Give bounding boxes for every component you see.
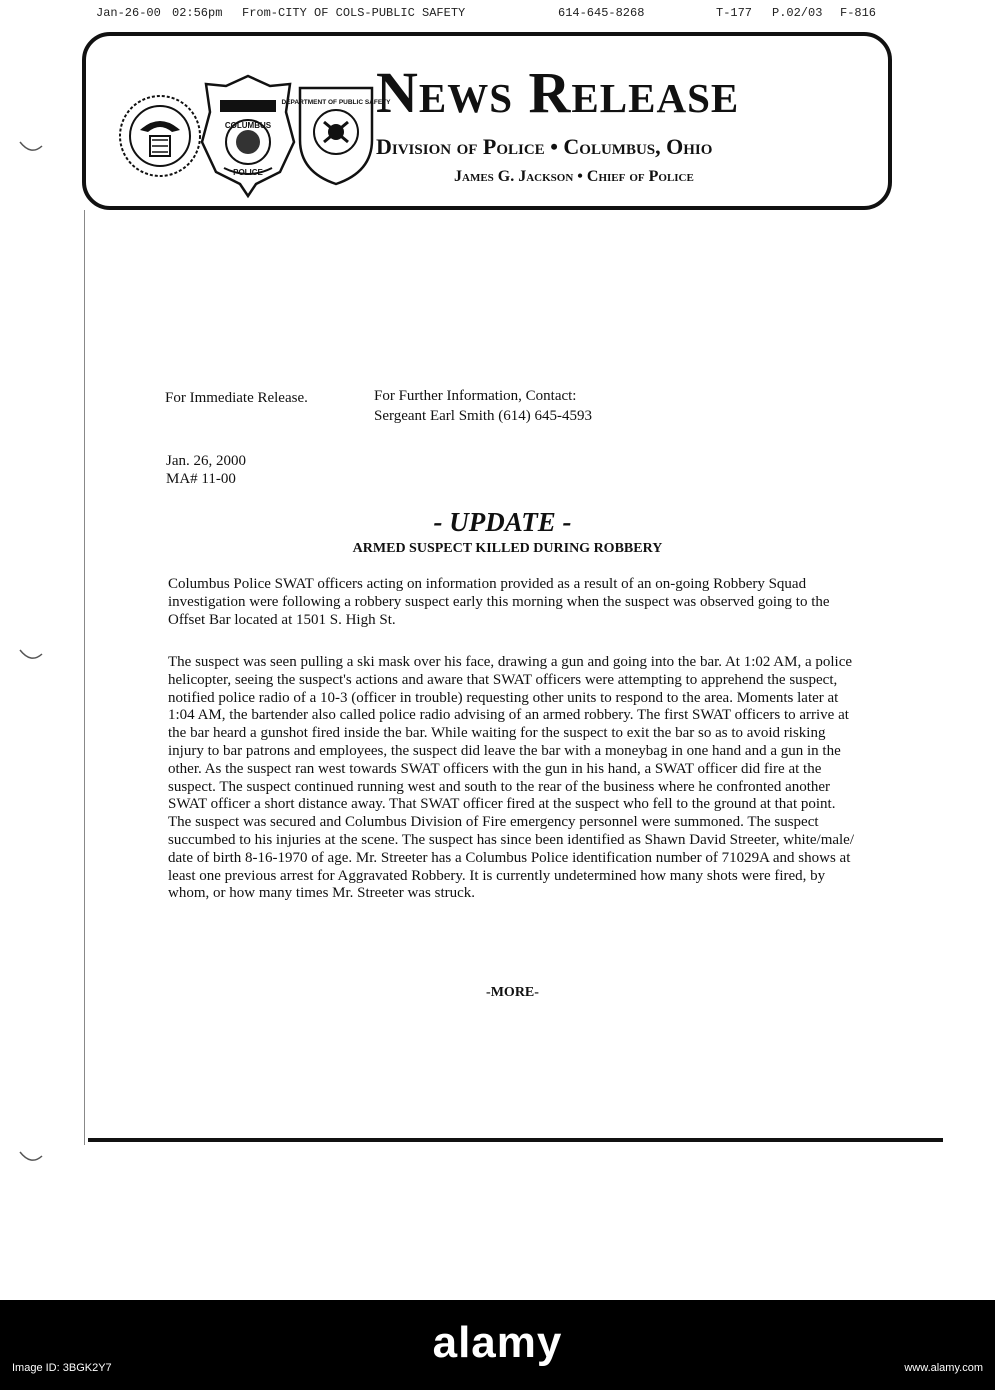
- footer-image-id: Image ID: 3BGK2Y7: [12, 1362, 112, 1374]
- update-heading: - UPDATE -: [433, 507, 572, 537]
- release-type: For Immediate Release.: [165, 390, 308, 406]
- public-safety-seal-icon: [281, 80, 391, 188]
- public-safety-seal-text: DEPARTMENT OF PUBLIC SAFETY: [281, 99, 391, 106]
- body-paragraph-2: The suspect was seen pulling a ski mask over his face, drawing a gun and going into the bar. At 1:02 AM, a police helicopter, seeing the suspect's actions and aware that SWAT officers were attempting to apprehend the suspect, notified police radio of a 10-3 (officer in trouble) requesting other units to respond to the area. Moments later at 1:04 AM, the bartender also called police radio advising of an armed robbery. The first SWAT officers to arrive at the bar heard a gunshot fired inside the bar. While waiting for the suspect to exit the bar so as to avoid risking injury to bar patrons and employees, the suspect did leave the bar with a moneybag in one hand and a gun in the other. As the suspect ran west towards SWAT officers with the gun in his hand, a SWAT officer did fire at the suspect. The suspect continued running west and south to the rear of the business where he confronted another SWAT officer a short distance away. That SWAT officer fired at the suspect who fell to the ground at that point. The suspect was secured and Columbus Division of Fire emergency personnel were summoned. The suspect succumbed to his injuries at the scene. The suspect has since been identified as Shawn David Streeter, white/male/ date of birth 8-16-1970 of age. Mr. Streeter has a Columbus Police identification number of 71029A and shows at least one previous arrest for Aggravated Robbery. It is currently undetermined how many shots were fired, by whom, or how many times Mr. Streeter was struck.: [168, 654, 855, 902]
- contact-name: Sergeant Earl Smith (614) 645-4593: [374, 408, 593, 424]
- chief-line: James G. Jackson • Chief of Police: [454, 168, 694, 185]
- page-title: News Release: [376, 60, 740, 125]
- fax-time: 02:56pm: [172, 6, 223, 20]
- release-date: Jan. 26, 2000: [166, 453, 246, 469]
- city-seal-icon: [116, 92, 204, 180]
- fax-page-count: P.02/03: [772, 6, 823, 20]
- ma-number: MA# 11-00: [166, 471, 236, 487]
- fax-transmission-id: T-177: [716, 6, 753, 20]
- footer-band: [0, 1300, 995, 1390]
- fax-from: From-CITY OF COLS-PUBLIC SAFETY: [242, 6, 466, 20]
- punch-hole-icon: [18, 648, 44, 662]
- punch-hole-icon: [18, 140, 44, 154]
- fax-form-number: F-816: [840, 6, 877, 20]
- contact-block: [374, 386, 592, 426]
- margin-line: [84, 210, 85, 1145]
- headline-subtitle: ARMED SUSPECT KILLED DURING ROBBERY: [352, 541, 663, 556]
- bottom-rule: [88, 1138, 943, 1142]
- footer-watermark: alamy: [432, 1318, 563, 1367]
- release-meta: [166, 452, 246, 488]
- police-badge-icon: [200, 72, 296, 200]
- masthead: [82, 32, 892, 210]
- footer-site: www.alamy.com: [904, 1362, 983, 1374]
- fax-header: [96, 6, 896, 24]
- badge-bottom-text: POLICE: [233, 168, 263, 177]
- fax-date: Jan-26-00: [96, 6, 161, 20]
- division-line: Division of Police • Columbus, Ohio: [376, 134, 713, 159]
- fax-phone: 614-645-8268: [558, 6, 645, 20]
- body-paragraph-1: Columbus Police SWAT officers acting on information provided as a result of an on-going Robbery Squad investigation were following a robbery suspect early this morning when the suspect was observed going to the Offset Bar located at 1501 S. High St.: [168, 576, 830, 628]
- punch-hole-icon: [18, 1150, 44, 1164]
- title-block: [376, 60, 846, 186]
- contact-heading: For Further Information, Contact:: [374, 388, 577, 404]
- badge-top-text: COLUMBUS: [224, 121, 272, 130]
- more-marker: -MORE-: [486, 985, 539, 1000]
